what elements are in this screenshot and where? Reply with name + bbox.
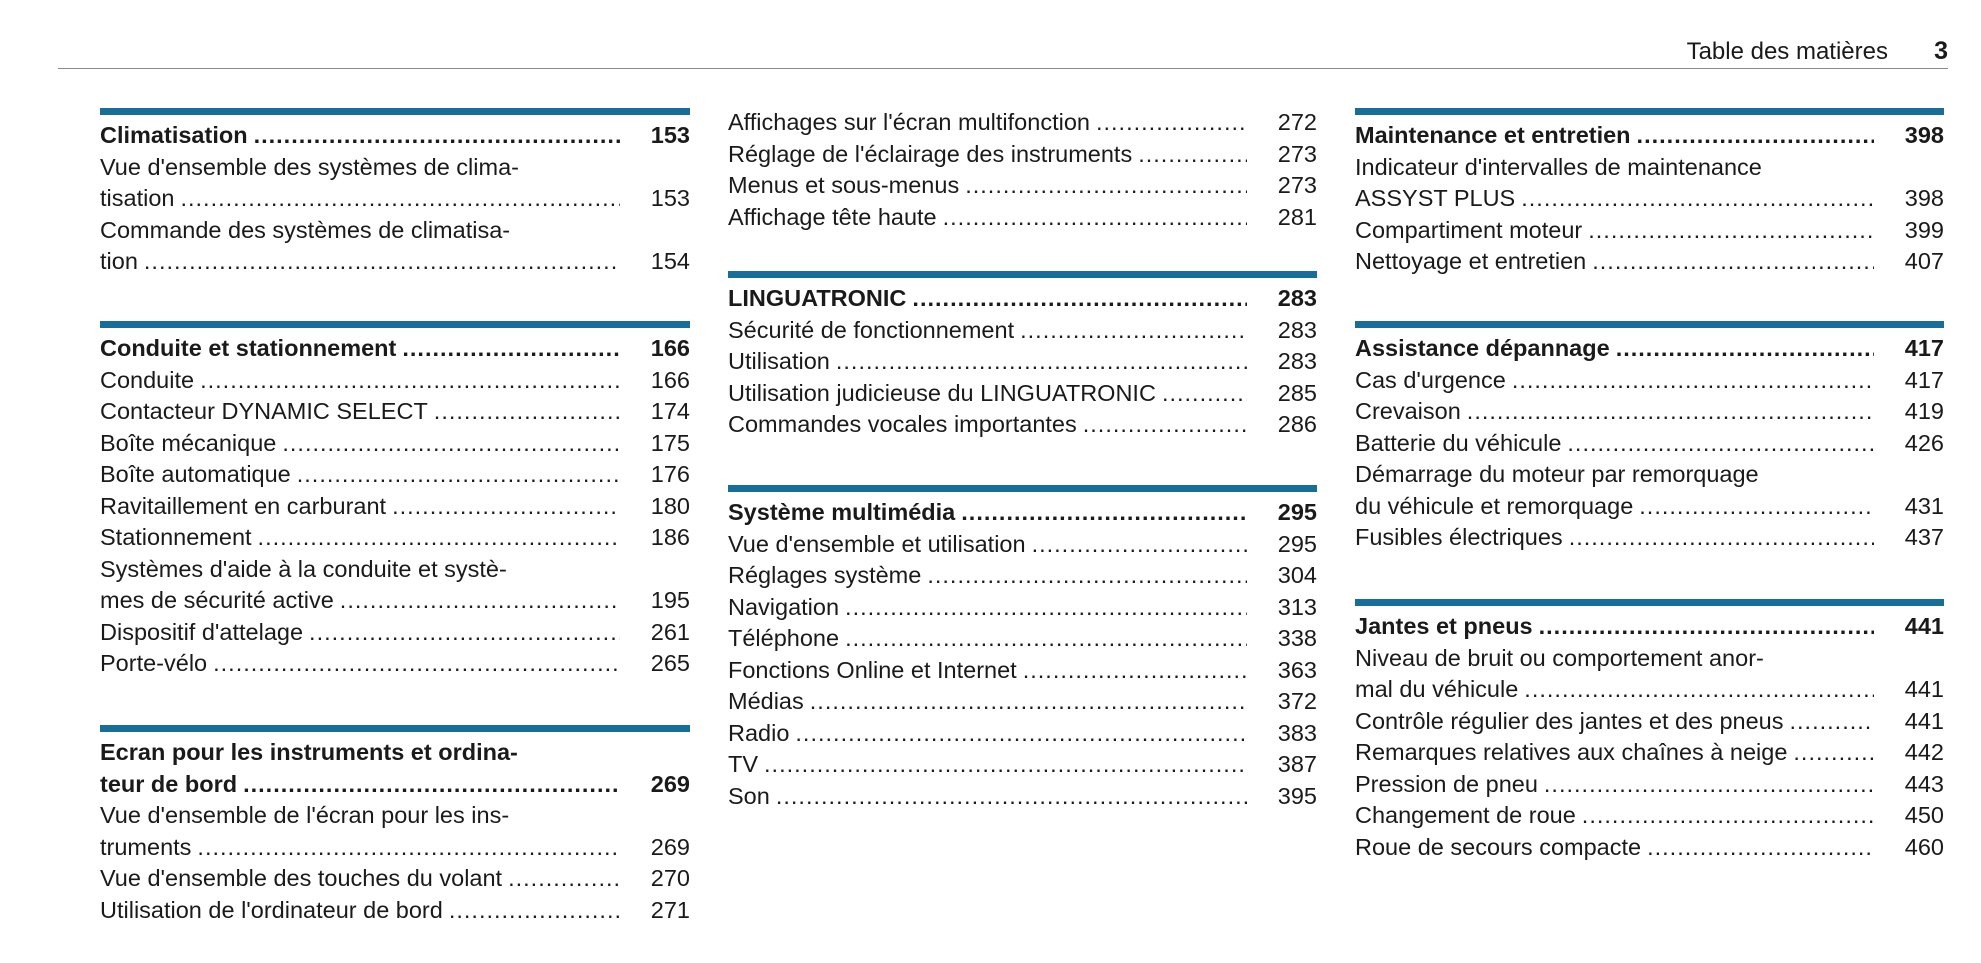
section-divider-bar xyxy=(728,485,1317,492)
leader-dots xyxy=(810,686,1247,718)
toc-page-number: 270 xyxy=(650,865,690,891)
leader-dots xyxy=(508,863,620,895)
toc-page-number: 450 xyxy=(1904,802,1944,828)
toc-page-number: 265 xyxy=(650,650,690,676)
leader-dots xyxy=(1162,378,1247,410)
toc-entry[interactable] xyxy=(728,107,1317,139)
toc-page-number: 399 xyxy=(1904,216,1944,243)
leader-dots xyxy=(1020,315,1247,347)
toc-entry-label: Maintenance et entretien xyxy=(1355,122,1631,148)
toc-heading[interactable] xyxy=(100,333,690,365)
toc-entry-label: ASSYST PLUS xyxy=(1355,185,1516,211)
toc-entry-label: du véhicule et remorquage xyxy=(1355,492,1634,519)
toc-entry-label: TV xyxy=(728,751,759,777)
toc-page-number: 283 xyxy=(1277,348,1317,374)
toc-entry-label: Contacteur DYNAMIC SELECT xyxy=(100,398,428,424)
toc-entry-label: Porte-vélo xyxy=(100,650,208,676)
toc-entry-label: Sécurité de fonctionnement xyxy=(728,316,1015,343)
leader-dots xyxy=(1521,183,1874,215)
leader-dots xyxy=(1592,246,1874,278)
toc-page-number: 417 xyxy=(1904,366,1944,393)
leader-dots xyxy=(1639,491,1874,523)
leader-dots xyxy=(1138,139,1247,171)
toc-entry-label: Fonctions Online et Internet xyxy=(728,656,1017,683)
toc-page-number: 383 xyxy=(1277,719,1317,746)
toc-entry[interactable] xyxy=(100,554,690,617)
toc-entry-label: Vue d'ensemble de l'écran pour les ins- xyxy=(100,802,510,828)
leader-dots xyxy=(1567,428,1874,460)
leader-dots xyxy=(1588,215,1874,247)
leader-dots xyxy=(845,592,1247,624)
toc-page-number: 398 xyxy=(1904,185,1944,211)
toc-page-number: 271 xyxy=(650,896,690,923)
toc-page-number: 269 xyxy=(650,833,690,860)
toc-entry[interactable] xyxy=(728,718,1317,750)
leader-dots xyxy=(213,648,620,680)
toc-page-number: 295 xyxy=(1277,499,1317,525)
toc-page-number: 166 xyxy=(650,335,690,361)
toc-entry[interactable] xyxy=(728,346,1317,378)
section-divider-bar xyxy=(100,108,690,115)
leader-dots xyxy=(254,120,620,152)
toc-page-number: 273 xyxy=(1277,140,1317,167)
toc-page-number: 195 xyxy=(650,587,690,613)
leader-dots xyxy=(1790,706,1875,738)
toc-entry-label: Son xyxy=(728,782,770,809)
leader-dots xyxy=(1569,522,1874,554)
leader-dots xyxy=(1637,120,1874,152)
toc-entry-label: Vue d'ensemble et utilisation xyxy=(728,530,1026,557)
toc-page-number: 304 xyxy=(1277,562,1317,588)
toc-entry-label: Ravitaillement en carburant xyxy=(100,492,387,519)
leader-dots xyxy=(197,832,620,864)
section-divider-bar xyxy=(1355,321,1944,328)
toc-entry-label: Vue d'ensemble des systèmes de clima- xyxy=(100,153,519,180)
toc-page-number: 387 xyxy=(1277,751,1317,777)
toc-entry-label: mes de sécurité active xyxy=(100,587,334,613)
leader-dots xyxy=(795,718,1247,750)
leader-dots xyxy=(392,491,620,523)
toc-entry[interactable] xyxy=(1355,246,1944,278)
toc-page-number: 419 xyxy=(1904,398,1944,424)
toc-page-number: 281 xyxy=(1277,203,1317,230)
toc-entry[interactable] xyxy=(100,365,690,397)
toc-entry-label: Systèmes d'aide à la conduite et systè- xyxy=(100,555,507,582)
leader-dots xyxy=(776,781,1247,813)
toc-entry-label: Jantes et pneus xyxy=(1355,613,1533,639)
page-header xyxy=(58,30,1948,69)
leader-dots xyxy=(836,346,1247,378)
toc-page-number: 175 xyxy=(650,429,690,456)
leader-dots xyxy=(243,769,620,801)
section-divider-bar xyxy=(1355,599,1944,606)
toc-page-number: 273 xyxy=(1277,172,1317,198)
leader-dots xyxy=(1512,365,1874,397)
toc-page-number: 261 xyxy=(650,618,690,645)
leader-dots xyxy=(144,246,620,278)
toc-page-number: 442 xyxy=(1904,739,1944,765)
leader-dots xyxy=(1647,832,1874,864)
toc-page-number: 437 xyxy=(1904,524,1944,550)
leader-dots xyxy=(340,585,620,617)
toc-page-number: 272 xyxy=(1277,109,1317,135)
toc-entry-label: Menus et sous-menus xyxy=(728,172,960,198)
toc-entry-label: Remarques relatives aux chaînes à neige xyxy=(1355,739,1788,765)
toc-entry[interactable] xyxy=(728,686,1317,718)
toc-page-number: 153 xyxy=(650,185,690,211)
toc-entry-label: Conduite et stationnement xyxy=(100,335,397,361)
toc-page-number: 441 xyxy=(1904,707,1944,734)
toc-entry-label: Réglage de l'éclairage des instruments xyxy=(728,140,1133,167)
section-divider-bar xyxy=(100,725,690,732)
leader-dots xyxy=(297,459,620,491)
toc-entry[interactable] xyxy=(728,592,1317,624)
leader-dots xyxy=(912,283,1247,315)
toc-heading[interactable] xyxy=(728,497,1317,529)
toc-entry[interactable] xyxy=(1355,215,1944,247)
toc-entry[interactable] xyxy=(1355,428,1944,460)
toc-entry-label: Ecran pour les instruments et ordina- xyxy=(100,739,518,765)
toc-entry-label: Radio xyxy=(728,719,790,746)
toc-entry[interactable] xyxy=(728,623,1317,655)
leader-dots xyxy=(845,623,1247,655)
toc-section xyxy=(728,271,1317,441)
toc-entry[interactable] xyxy=(728,409,1317,441)
toc-page-number: 176 xyxy=(650,461,690,487)
toc-entry[interactable] xyxy=(728,315,1317,347)
leader-dots xyxy=(402,333,620,365)
toc-entry-label: Changement de roue xyxy=(1355,802,1576,828)
toc-page-number: 283 xyxy=(1277,316,1317,343)
toc-heading[interactable] xyxy=(728,283,1317,315)
leader-dots xyxy=(1083,409,1247,441)
toc-page-number: 431 xyxy=(1904,492,1944,519)
toc-entry-label: Boîte mécanique xyxy=(100,429,277,456)
toc-entry-label: Boîte automatique xyxy=(100,461,291,487)
toc-page-number: 407 xyxy=(1904,248,1944,274)
toc-entry[interactable] xyxy=(1355,706,1944,738)
toc-entry[interactable] xyxy=(728,202,1317,234)
toc-entry-label: Stationnement xyxy=(100,524,252,550)
leader-dots xyxy=(1096,107,1247,139)
toc-entry[interactable] xyxy=(1355,769,1944,801)
leader-dots xyxy=(1793,737,1874,769)
toc-entry-label: Assistance dépannage xyxy=(1355,335,1610,361)
toc-entry-label: Utilisation judicieuse du LINGUATRONIC xyxy=(728,379,1156,406)
toc-entry[interactable] xyxy=(100,895,690,927)
leader-dots xyxy=(258,522,620,554)
toc-entry[interactable] xyxy=(1355,643,1944,706)
leader-dots xyxy=(180,183,620,215)
toc-entry[interactable] xyxy=(100,863,690,895)
leader-dots xyxy=(943,202,1247,234)
page-title: Table des matières xyxy=(1686,38,1888,65)
toc-entry-label: Affichage tête haute xyxy=(728,203,937,230)
toc-entry[interactable] xyxy=(100,396,690,428)
toc-entry-label: Climatisation xyxy=(100,122,248,148)
leader-dots xyxy=(1023,655,1247,687)
toc-entry[interactable] xyxy=(728,749,1317,781)
section-divider-bar xyxy=(100,321,690,328)
toc-entry[interactable] xyxy=(728,560,1317,592)
toc-page-number: 269 xyxy=(650,770,690,797)
leader-dots xyxy=(927,560,1247,592)
toc-entry-label: Fusibles électriques xyxy=(1355,524,1563,550)
toc-entry[interactable] xyxy=(728,655,1317,687)
toc-entry[interactable] xyxy=(1355,522,1944,554)
toc-entry-label: truments xyxy=(100,833,192,860)
toc-entry-label: Affichages sur l'écran multifonction xyxy=(728,109,1090,135)
toc-entry-label: Nettoyage et entretien xyxy=(1355,248,1587,274)
toc-entry-label: Démarrage du moteur par remorquage xyxy=(1355,461,1759,487)
toc-entry-label: Conduite xyxy=(100,366,195,393)
toc-entry-label: Médias xyxy=(728,688,804,714)
toc-entry-label: Commande des systèmes de climatisa- xyxy=(100,216,511,243)
toc-page-number: 166 xyxy=(650,366,690,393)
leader-dots xyxy=(1032,529,1247,561)
toc-entry-label: Crevaison xyxy=(1355,398,1461,424)
toc-heading[interactable] xyxy=(1355,333,1944,365)
leader-dots xyxy=(965,170,1247,202)
toc-page-number: 441 xyxy=(1904,613,1944,639)
toc-entry-label: teur de bord xyxy=(100,770,238,797)
page-number: 3 xyxy=(1934,37,1948,65)
leader-dots xyxy=(1544,769,1874,801)
toc-entry-label: Contrôle régulier des jantes et des pneus xyxy=(1355,707,1784,734)
toc-section xyxy=(1355,321,1944,554)
toc-page-number: 295 xyxy=(1277,530,1317,557)
toc-entry[interactable] xyxy=(728,781,1317,813)
toc-page-number: 363 xyxy=(1277,656,1317,683)
toc-entry[interactable] xyxy=(100,522,690,554)
leader-dots xyxy=(434,396,620,428)
toc-entry[interactable] xyxy=(728,139,1317,171)
toc-entry-label: tisation xyxy=(100,185,175,211)
toc-entry-label: Niveau de bruit ou comportement anor- xyxy=(1355,644,1764,671)
toc-heading[interactable] xyxy=(1355,611,1944,643)
toc-entry[interactable] xyxy=(100,152,690,215)
toc-section xyxy=(100,108,690,278)
toc-entry[interactable] xyxy=(100,648,690,680)
leader-dots xyxy=(1467,396,1874,428)
toc-entry-label: tion xyxy=(100,248,138,274)
toc-entry-label: Vue d'ensemble des touches du volant xyxy=(100,865,503,891)
leader-dots xyxy=(1616,333,1874,365)
toc-heading[interactable] xyxy=(100,120,690,152)
toc-entry-label: Compartiment moteur xyxy=(1355,216,1583,243)
toc-entry-label: Commandes vocales importantes xyxy=(728,411,1077,437)
leader-dots xyxy=(282,428,620,460)
leader-dots xyxy=(309,617,620,649)
toc-page-number: 186 xyxy=(650,524,690,550)
toc-entry[interactable] xyxy=(100,459,690,491)
toc-heading[interactable] xyxy=(100,737,690,800)
toc-entry[interactable] xyxy=(1355,800,1944,832)
leader-dots xyxy=(200,365,620,397)
toc-entry[interactable] xyxy=(1355,737,1944,769)
toc-entry-label: Système multimédia xyxy=(728,499,956,525)
toc-page-number: 154 xyxy=(650,248,690,274)
toc-entry-label: Téléphone xyxy=(728,625,840,651)
toc-page-number: 398 xyxy=(1904,122,1944,148)
toc-section xyxy=(1355,108,1944,278)
toc-section xyxy=(728,107,1317,233)
toc-section xyxy=(100,725,690,926)
toc-entry[interactable] xyxy=(1355,459,1944,522)
toc-page-number: 283 xyxy=(1277,285,1317,311)
toc-page-number: 460 xyxy=(1904,833,1944,860)
toc-page-number: 174 xyxy=(650,398,690,424)
toc-entry-label: Cas d'urgence xyxy=(1355,366,1506,393)
toc-entry[interactable] xyxy=(100,800,690,863)
toc-entry-label: Batterie du véhicule xyxy=(1355,429,1562,456)
toc-page-number: 313 xyxy=(1277,593,1317,620)
toc-entry-label: Utilisation xyxy=(728,348,830,374)
toc-entry[interactable] xyxy=(1355,396,1944,428)
toc-entry-label: Roue de secours compacte xyxy=(1355,833,1642,860)
leader-dots xyxy=(764,749,1247,781)
toc-page-number: 395 xyxy=(1277,782,1317,809)
toc-entry-label: Réglages système xyxy=(728,562,922,588)
leader-dots xyxy=(1524,674,1874,706)
toc-entry[interactable] xyxy=(100,215,690,278)
toc-entry[interactable] xyxy=(1355,152,1944,215)
leader-dots xyxy=(1539,611,1874,643)
toc-entry[interactable] xyxy=(728,529,1317,561)
section-divider-bar xyxy=(728,271,1317,278)
toc-page-number: 417 xyxy=(1904,335,1944,361)
toc-entry-label: Dispositif d'attelage xyxy=(100,618,304,645)
toc-entry-label: mal du véhicule xyxy=(1355,676,1519,702)
toc-section xyxy=(728,485,1317,812)
toc-entry[interactable] xyxy=(100,617,690,649)
section-divider-bar xyxy=(1355,108,1944,115)
toc-section xyxy=(100,321,690,680)
toc-entry-label: Utilisation de l'ordinateur de bord xyxy=(100,896,443,923)
toc-page-number: 372 xyxy=(1277,688,1317,714)
toc-entry[interactable] xyxy=(1355,365,1944,397)
toc-entry[interactable] xyxy=(100,428,690,460)
toc-entry[interactable] xyxy=(100,491,690,523)
toc-page-number: 285 xyxy=(1277,379,1317,406)
toc-page-number: 153 xyxy=(650,122,690,148)
toc-entry-label: Indicateur d'intervalles de maintenance xyxy=(1355,153,1762,180)
leader-dots xyxy=(449,895,620,927)
toc-page-number: 338 xyxy=(1277,625,1317,651)
toc-entry[interactable] xyxy=(1355,832,1944,864)
toc-section xyxy=(1355,599,1944,863)
toc-entry[interactable] xyxy=(728,378,1317,410)
toc-entry-label: Pression de pneu xyxy=(1355,770,1538,797)
toc-entry-label: LINGUATRONIC xyxy=(728,285,907,311)
toc-page-number: 286 xyxy=(1277,411,1317,437)
leader-dots xyxy=(961,497,1247,529)
toc-entry[interactable] xyxy=(728,170,1317,202)
toc-page-number: 426 xyxy=(1904,429,1944,456)
toc-entry-label: Navigation xyxy=(728,593,840,620)
toc-page-number: 441 xyxy=(1904,676,1944,702)
toc-heading[interactable] xyxy=(1355,120,1944,152)
leader-dots xyxy=(1582,800,1874,832)
toc-page-number: 443 xyxy=(1904,770,1944,797)
toc-page-number: 180 xyxy=(650,492,690,519)
